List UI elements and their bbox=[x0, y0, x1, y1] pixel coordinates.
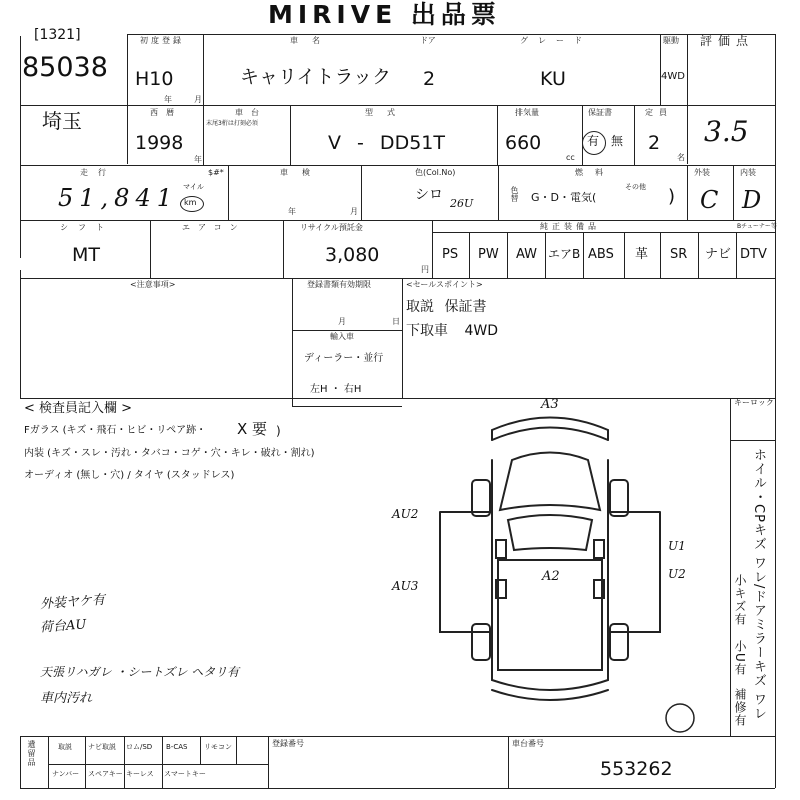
shift-label: シフト bbox=[60, 223, 114, 232]
hand-note-1: 外装ヤケ有 bbox=[39, 592, 106, 613]
teiin-value: 2 bbox=[648, 132, 661, 154]
soukou-value: 51,841 bbox=[58, 184, 178, 212]
inspection-line-1: Fガラス (キズ・飛石・ヒビ・リペア跡・ bbox=[24, 425, 207, 436]
cc-label: cc bbox=[566, 153, 575, 162]
mark-u2: U2 bbox=[668, 567, 686, 581]
dollar-label: $#* bbox=[208, 168, 224, 177]
fuel-options: G・D・電気( bbox=[531, 191, 597, 204]
naisou-label: 内装 bbox=[740, 168, 756, 177]
mark-au2: AU2 bbox=[392, 507, 419, 521]
equip-aw: AW bbox=[516, 247, 538, 262]
fuel-close: ) bbox=[668, 186, 676, 207]
equip-label: 純正装備品 bbox=[540, 222, 600, 231]
naisou-value: D bbox=[742, 186, 762, 214]
mark-a3: A3 bbox=[541, 397, 559, 412]
color-no-value: 26U bbox=[450, 197, 474, 210]
month-label: 月 bbox=[194, 95, 202, 104]
recycle-value: 3,080 bbox=[325, 244, 380, 266]
shadai-sub: 末尾3桁は打刻必須 bbox=[206, 120, 258, 127]
teiin-label: 定員 bbox=[645, 108, 673, 117]
shamei-value: キャリイトラック bbox=[240, 66, 392, 88]
shift-value: MT bbox=[72, 244, 100, 266]
inspection-line-3: オーディオ (無し・穴) / タイヤ (スタッドレス) bbox=[24, 470, 235, 481]
inspection-label: < 検査員記入欄 > bbox=[24, 401, 133, 416]
katashiki-label: 型式 bbox=[365, 108, 409, 117]
hand-note-4: 車内汚れ bbox=[40, 691, 93, 706]
equip-abs: ABS bbox=[588, 247, 614, 262]
hoshou-yes: 有 bbox=[587, 134, 600, 148]
iro-label: 色(Col.No) bbox=[415, 168, 456, 177]
item-smart-key: スマートキー bbox=[164, 770, 206, 778]
item-navi-torisetsu: ナビ取説 bbox=[88, 743, 116, 751]
drive-label: 駆動 bbox=[663, 36, 679, 45]
item-spare-key: スペアキー bbox=[88, 770, 123, 778]
shodo-value: H10 bbox=[135, 68, 174, 90]
grade-label: グレード bbox=[520, 36, 592, 45]
equip-navi: ナビ bbox=[705, 247, 732, 262]
gaisou-label: 外装 bbox=[694, 168, 710, 177]
dealer-options: ディーラー・並行 bbox=[304, 353, 384, 364]
inspection-line-1-mark: X 要 bbox=[237, 420, 268, 438]
shaken-label: 車検 bbox=[280, 168, 324, 177]
prefecture: 埼玉 bbox=[42, 109, 82, 133]
seireki-label: 西暦 bbox=[150, 108, 182, 117]
yen-label: 円 bbox=[421, 265, 429, 274]
item-rom-sd: ロム/SD bbox=[126, 743, 153, 751]
lot-number: 85038 bbox=[22, 52, 108, 83]
shaken-year-label: 年 bbox=[288, 207, 296, 216]
door-label: ドア bbox=[420, 36, 436, 45]
vertical-note-2: 小キズ有 bbox=[733, 574, 747, 626]
touroku-label: 登録書類有効期限 bbox=[307, 280, 371, 289]
hand-note-3: 天張リハガレ ・シートズレ ヘタリ有 bbox=[40, 665, 240, 679]
sheet-title: MIRIVE 出品票 bbox=[268, 0, 501, 29]
door-value: 2 bbox=[423, 68, 436, 90]
mark-a2: A2 bbox=[542, 569, 560, 584]
hoshou-label: 保証書 bbox=[588, 108, 612, 117]
score-value: 3.5 bbox=[704, 115, 749, 148]
item-torisetsu: 取説 bbox=[58, 743, 72, 751]
sales-label: <セールスポイント> bbox=[406, 280, 483, 289]
mile-label: マイル bbox=[183, 183, 204, 191]
hand-note-2: 荷台AU bbox=[39, 617, 87, 636]
item-bcas: B-CAS bbox=[166, 743, 188, 751]
chassis-label: 車台番号 bbox=[512, 739, 544, 748]
grade-value: KU bbox=[540, 68, 566, 90]
year-label: 年 bbox=[164, 95, 172, 104]
keylock-label: キーロック bbox=[734, 398, 774, 407]
equip-leather: 革 bbox=[635, 247, 649, 262]
mark-u1: U1 bbox=[668, 539, 686, 553]
sales-line-1: 取説 保証書 bbox=[406, 299, 487, 315]
equip-pw: PW bbox=[478, 247, 499, 262]
soukou-label: 走行 bbox=[80, 168, 116, 177]
haikiryo-label: 排気量 bbox=[515, 108, 539, 117]
aircon-label: エアコン bbox=[182, 223, 246, 232]
iro-side-label: 色替 bbox=[510, 186, 519, 202]
item-keyless: キーレス bbox=[126, 770, 154, 778]
nenryo-label: 燃料 bbox=[575, 168, 615, 177]
iro-value: シロ bbox=[415, 187, 443, 203]
seireki-value: 1998 bbox=[135, 132, 184, 154]
sales-line-2: 下取車 4WD bbox=[406, 323, 498, 339]
equip-sr: SR bbox=[670, 247, 688, 262]
vertical-note-main: ホイル・CPキズ ワレ/ドアミラーキズ ワレ bbox=[751, 448, 766, 721]
vertical-note-3: 小U有 bbox=[733, 640, 747, 676]
item-number: ナンバー bbox=[52, 770, 80, 778]
vertical-note-4: 補修有 bbox=[733, 688, 747, 727]
sonota-label: その他 bbox=[625, 183, 646, 191]
inspection-line-1-close: ) bbox=[276, 424, 281, 438]
ihinn-label: 遺留品 bbox=[27, 740, 36, 767]
equip-airbag: エアB bbox=[548, 247, 581, 261]
yunyu-label: 輸入車 bbox=[330, 332, 354, 341]
score-label: 評価点 bbox=[700, 34, 755, 48]
drive-value: 4WD bbox=[661, 71, 685, 82]
lot-bracket: [1321] bbox=[34, 27, 81, 43]
hoshou-no: 無 bbox=[611, 134, 624, 148]
touroku-month: 月 bbox=[338, 317, 346, 326]
toroku-label: 登録番号 bbox=[272, 739, 304, 748]
mark-au3: AU3 bbox=[392, 579, 419, 593]
shodo-label: 初度登録 bbox=[140, 36, 184, 45]
handle-options: 左H ・ 右H bbox=[310, 384, 362, 395]
chui-label: <注意事項> bbox=[130, 280, 176, 289]
shamei-label: 車名 bbox=[290, 36, 334, 45]
tuner-label: Bチューナー等 bbox=[737, 223, 777, 230]
gaisou-value: C bbox=[700, 186, 719, 214]
katashiki-value: V - DD51T bbox=[328, 132, 445, 154]
seireki-year-label: 年 bbox=[194, 155, 202, 164]
touroku-day: 日 bbox=[392, 317, 400, 326]
haikiryo-value: 660 bbox=[505, 132, 542, 154]
recycle-label: リサイクル預託金 bbox=[300, 223, 363, 232]
shaken-month-label: 月 bbox=[350, 207, 358, 216]
chassis-number: 553262 bbox=[600, 758, 673, 780]
equip-ps: PS bbox=[442, 247, 459, 262]
mei-label: 名 bbox=[677, 153, 685, 162]
km-label: km bbox=[184, 198, 197, 207]
equip-dtv: DTV bbox=[740, 247, 767, 262]
inspection-line-2: 内装 (キズ・スレ・汚れ・タバコ・コゲ・穴・キレ・破れ・割れ) bbox=[24, 448, 315, 459]
item-remocon: リモコン bbox=[204, 743, 232, 751]
shadai-label: 車台 bbox=[235, 108, 267, 117]
